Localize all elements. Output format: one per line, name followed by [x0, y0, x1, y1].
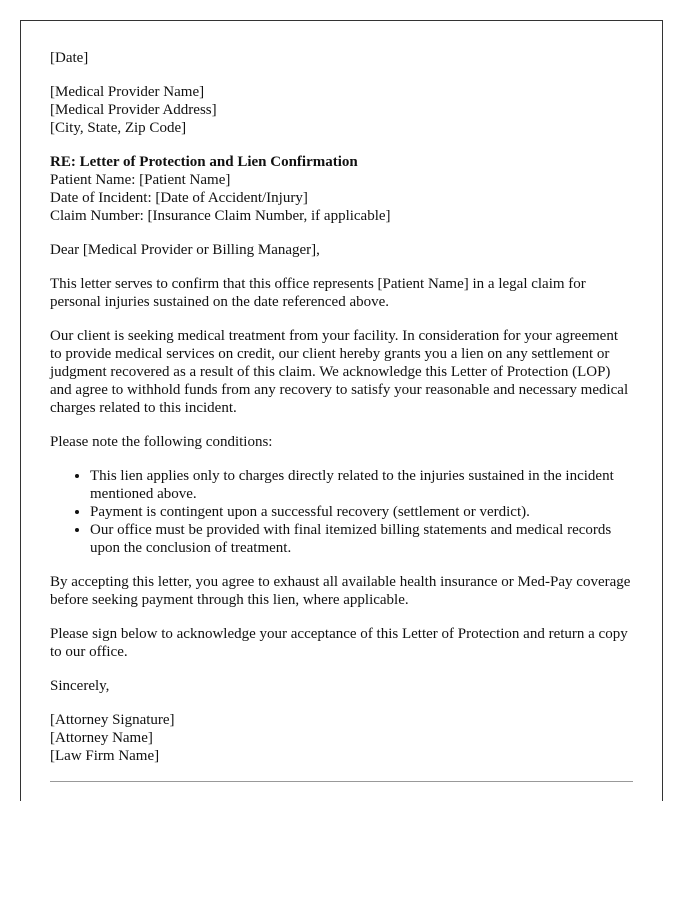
body-paragraph: Our client is seeking medical treatment from your facility. In consideration for your agreement to provide medical services on credit, our client hereby grants you a lien on any settlement or judgment recovered as a result of this claim. We acknowledge this Letter of Protection (LOP) and agree to withhold funds from any recovery to satisfy your reasonable and necessary medical charges related to this incident. — [50, 328, 629, 416]
signature-block — [50, 711, 633, 765]
recipient-block — [50, 83, 633, 137]
recipient-address: [Medical Provider Address] — [50, 102, 217, 118]
claim-number-line: Claim Number: [Insurance Claim Number, if applicable] — [50, 208, 391, 224]
incident-date-line: Date of Incident: [Date of Accident/Injury] — [50, 190, 308, 206]
attorney-name: [Attorney Name] — [50, 730, 153, 746]
conditions-list — [50, 467, 633, 557]
body-paragraph: By accepting this letter, you agree to exhaust all available health insurance or Med-Pay coverage before seeking payment through this lien, where applicable. — [50, 574, 631, 608]
attorney-signature: [Attorney Signature] — [50, 712, 175, 728]
date: [Date] — [50, 50, 89, 66]
list-item: • Our office must be provided with final itemized billing statements and medical records upon the conclusion of treatment. — [90, 521, 633, 557]
subject-line: RE: Letter of Protection and Lien Confirmation — [50, 154, 358, 170]
body-paragraph: Please note the following conditions: — [50, 434, 273, 450]
list-item: • This lien applies only to charges directly related to the injuries sustained in the incident mentioned above. — [90, 467, 633, 503]
body-paragraph: This letter serves to confirm that this office represents [Patient Name] in a legal claim for personal injuries sustained on the date referenced above. — [50, 276, 586, 310]
letter-page — [20, 20, 663, 801]
recipient-city: [City, State, Zip Code] — [50, 120, 187, 136]
body-paragraph: Please sign below to acknowledge your acceptance of this Letter of Protection and return a copy to our office. — [50, 626, 628, 660]
signoff: Sincerely, — [50, 678, 110, 694]
re-block — [50, 153, 633, 225]
recipient-name: [Medical Provider Name] — [50, 84, 205, 100]
law-firm-name: [Law Firm Name] — [50, 748, 160, 764]
salutation: Dear [Medical Provider or Billing Manager], — [50, 242, 320, 258]
patient-name-line: Patient Name: [Patient Name] — [50, 172, 231, 188]
list-item: • Payment is contingent upon a successful recovery (settlement or verdict). — [90, 503, 633, 521]
divider — [50, 781, 633, 782]
